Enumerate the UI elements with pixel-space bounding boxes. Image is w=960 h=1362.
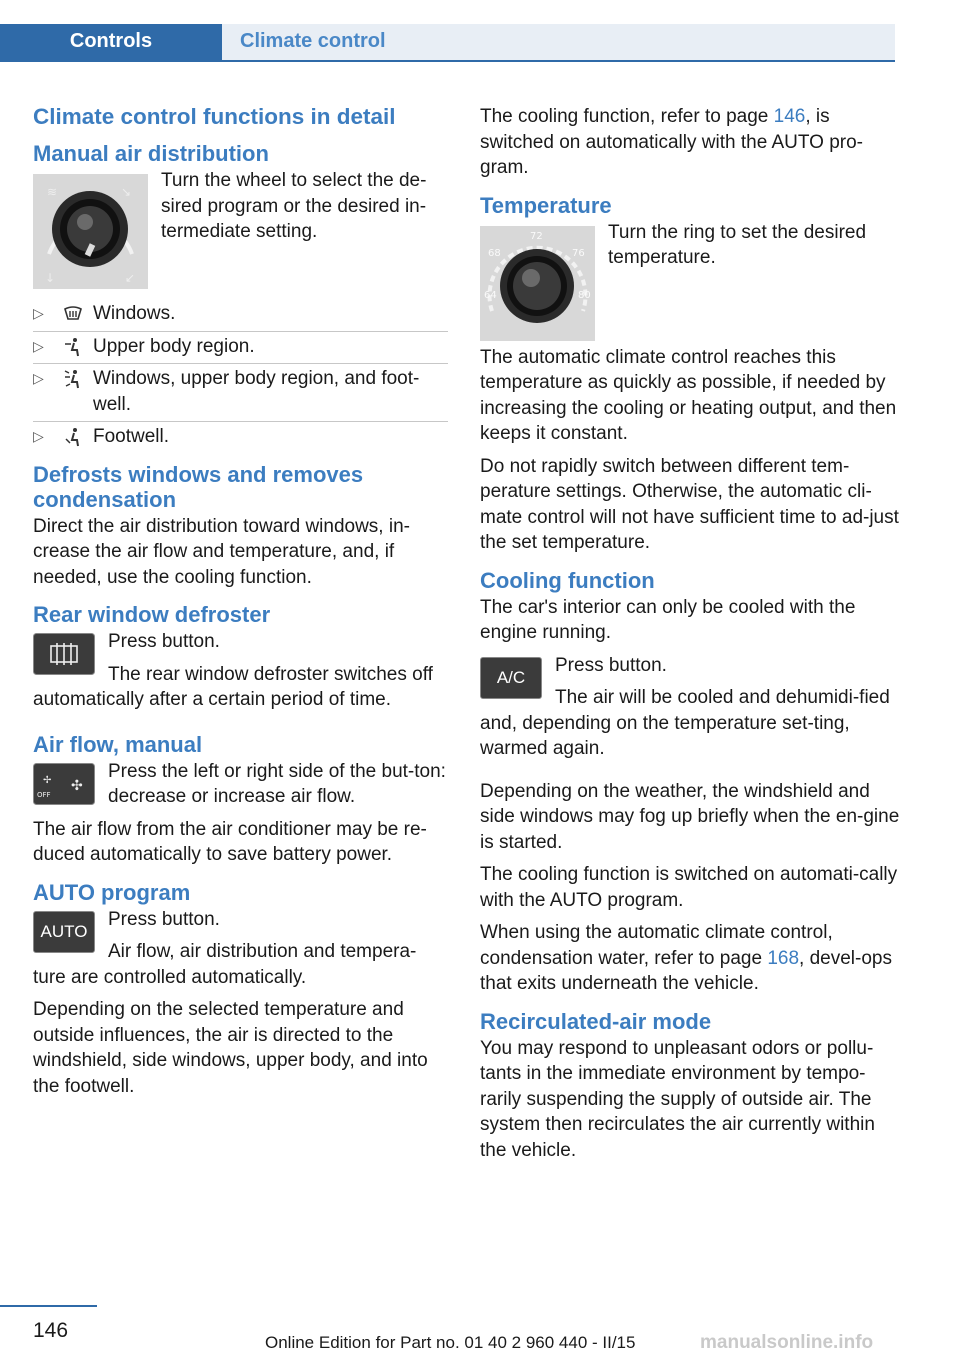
cooling-text-fog: Depending on the weather, the windshield and side windows may fog up briefly when the en-gine is started. (480, 780, 900, 853)
manual-text: Turn the wheel to select the de-sired program or the desired in-termediate setting. (161, 170, 427, 242)
page-number: 146 (33, 1319, 69, 1342)
ac-button-image (480, 657, 542, 699)
svg-text:↘: ↘ (121, 185, 132, 199)
auto-text-info: Air flow, air distribution and tempera-ture are controlled automatically. (33, 941, 417, 988)
heading-air-flow-manual: Air flow, manual (33, 731, 203, 757)
list-item-text: Footwell. (93, 426, 170, 447)
svg-text:↙: ↙ (125, 271, 136, 285)
svg-text:OFF: OFF (37, 790, 51, 799)
heading-temperature: Temperature (480, 192, 612, 218)
defrost-text: Direct the air distribution toward windows, in-crease the air flow and temperature, and, if needed, use the cooling function. (33, 515, 410, 588)
heading-defrost: Defrosts windows and removes condensation (33, 461, 364, 512)
temperature-dial-image (480, 226, 595, 341)
svg-text:≋: ≋ (47, 185, 58, 199)
heading-manual-air-distribution: Manual air distribution (33, 141, 269, 166)
watermark: manualsonline.info (700, 1332, 874, 1353)
edition-text: Online Edition for Part no. 01 40 2 960 440 - II/15 (265, 1333, 636, 1352)
recirc-text: You may respond to unpleasant odors or pollu-tants in the immediate environment by tempo-rarily suspending the supply of outside air. The system then recirculates the air currently within the vehicle. (480, 1037, 875, 1161)
svg-text:✢: ✢ (43, 774, 52, 786)
list-item (33, 366, 448, 417)
heading-recirculated-air: Recirculated-air mode (480, 1008, 712, 1034)
header-bar (0, 24, 895, 62)
triangle-bullet-icon: ▷ (33, 305, 44, 321)
dial-label: 68 (488, 247, 501, 259)
air-flow-button-image (33, 763, 95, 805)
temperature-text-warning: Do not rapidly switch between different tem-perature settings. Otherwise, the automatic cli-mate control will not have sufficient time to ad-just the set temperature. (480, 455, 899, 553)
auto-text-detail: Depending on the selected temperature and outside influences, the air is directed to the windshield, side windows, upper body, and into the footwell. (33, 999, 428, 1097)
svg-text:✣: ✣ (71, 777, 83, 794)
upper-body-icon (63, 337, 83, 357)
dial-label: 76 (572, 247, 585, 259)
auto-button-label: AUTO (40, 921, 88, 941)
airflow-text-info: The air flow from the air conditioner may be re-duced automatically to save battery power. (33, 818, 427, 865)
cooling-intro: The cooling function, refer to page 146, is switched on automatically with the AUTO pro-gram. (480, 106, 863, 178)
air-distribution-dial-image (33, 174, 148, 289)
page-link-168[interactable]: 168 (767, 947, 800, 969)
cooling-text-cooled: The air will be cooled and dehumidi-fied and, depending on the temperature set-ting, warmed again. (480, 687, 890, 759)
heading-cooling-function: Cooling function (480, 567, 655, 593)
heading-rear-window-defroster: Rear window defroster (33, 602, 271, 627)
section-tab-climate-control[interactable]: Climate control (240, 30, 386, 53)
footer-rule (0, 1305, 97, 1307)
auto-button-image (33, 911, 95, 953)
rear-text-press: Press button. (108, 631, 220, 652)
cooling-text-condensation: When using the automatic climate control, condensation water, refer to page 168, devel-ops that exits underneath the vehicle. (480, 922, 892, 994)
list-item (33, 334, 448, 360)
ac-button-label: A/C (496, 667, 526, 687)
triangle-bullet-icon: ▷ (33, 337, 44, 354)
cooling-text-auto: The cooling function is switched on automati-cally with the AUTO program. (480, 864, 898, 911)
right-column (480, 100, 900, 1170)
dial-label: 72 (530, 230, 543, 242)
list-item (33, 424, 448, 450)
air-distribution-list (33, 301, 448, 450)
dial-label: 64 (484, 289, 497, 301)
page-link-146[interactable]: 146 (773, 106, 806, 127)
triangle-bullet-icon: ▷ (33, 370, 44, 386)
cooling-text-engine: The car's interior can only be cooled with the engine running. (480, 596, 856, 643)
cooling-text-press: Press button. (555, 654, 667, 676)
list-item-text: Windows. (93, 303, 176, 324)
rear-defroster-button-image (33, 633, 95, 675)
left-column (33, 100, 448, 1106)
airflow-text-press: Press the left or right side of the but-ton: decrease or increase air flow. (108, 760, 446, 807)
section-tab-controls[interactable]: Controls (0, 24, 222, 60)
windshield-icon (63, 304, 83, 324)
list-item (33, 301, 448, 327)
dial-label: 80 (578, 289, 591, 301)
rear-text-info: The rear window defroster switches off automatically after a certain period of time. (33, 663, 433, 710)
list-item-text: Windows, upper body region, and foot-well. (93, 368, 420, 415)
svg-text:↓: ↓ (45, 271, 56, 285)
windows-body-foot-icon (63, 369, 83, 389)
list-item-text: Upper body region. (93, 335, 255, 357)
temperature-text-turn: Turn the ring to set the desired temperature. (608, 221, 867, 268)
auto-text-press: Press button. (108, 908, 220, 930)
triangle-bullet-icon: ▷ (33, 428, 44, 444)
temperature-text-reach: The automatic climate control reaches this temperature as quickly as possible, if needed by increasing the cooling or heating output, and then keeps it constant. (480, 346, 897, 444)
heading-auto-program: AUTO program (33, 879, 191, 905)
footwell-icon (63, 427, 83, 447)
page-title: Climate control functions in detail (33, 104, 396, 129)
